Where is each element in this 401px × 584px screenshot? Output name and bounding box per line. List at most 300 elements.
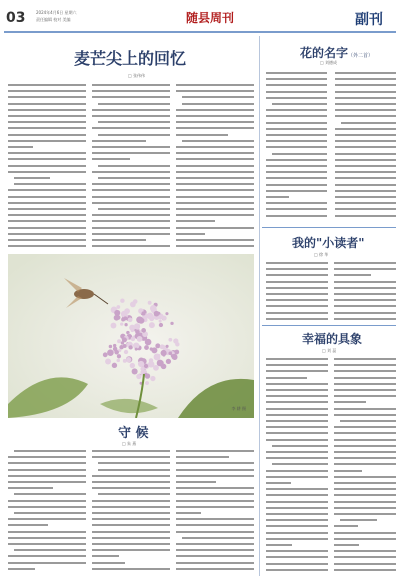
- text-line: [266, 128, 327, 130]
- text-line: [334, 426, 396, 428]
- text-line: [176, 568, 254, 570]
- text-line: [334, 401, 366, 403]
- text-line: [266, 519, 328, 521]
- section-rule: [262, 325, 396, 326]
- flower-floret: [117, 339, 121, 343]
- text-line: [334, 476, 396, 478]
- flower-floret: [165, 312, 168, 315]
- text-line: [334, 494, 396, 496]
- text-line: [334, 268, 396, 270]
- photo-image: [8, 254, 254, 418]
- text-line: [266, 305, 328, 307]
- flower-floret: [111, 323, 117, 329]
- text-line: [176, 146, 254, 148]
- flower-floret: [103, 352, 108, 357]
- flower-floret: [107, 349, 114, 356]
- text-line: [92, 96, 170, 98]
- text-line: [334, 414, 396, 416]
- text-line: [176, 158, 254, 160]
- text-line: [334, 318, 396, 320]
- text-line: [335, 171, 396, 173]
- text-line: [92, 555, 119, 557]
- text-line: [334, 538, 396, 540]
- text-line: [176, 214, 254, 216]
- text-line: [8, 245, 86, 247]
- text-line: [14, 450, 86, 452]
- text-line: [334, 569, 396, 571]
- text-line: [92, 524, 170, 526]
- text-line: [14, 183, 86, 185]
- text-line: [272, 153, 327, 155]
- text-line: [335, 109, 396, 111]
- text-line: [266, 401, 328, 403]
- text-line: [334, 482, 396, 484]
- text-line: [266, 171, 327, 173]
- section-name: 副刊: [355, 12, 383, 28]
- flower-poem-title-note: （外二首）: [348, 53, 374, 59]
- text-line: [266, 293, 328, 295]
- text-line: [92, 456, 170, 458]
- text-line: [92, 487, 170, 489]
- text-line: [176, 562, 254, 564]
- flower-floret: [109, 345, 112, 348]
- section-rule: [262, 227, 396, 228]
- text-line: [266, 215, 327, 217]
- text-line: [266, 482, 291, 484]
- happy-byline: □ 刘 蕊: [322, 348, 337, 353]
- text-line: [8, 115, 86, 117]
- text-line: [266, 299, 328, 301]
- text-line: [266, 457, 328, 459]
- text-line: [176, 109, 254, 111]
- text-line: [266, 550, 328, 552]
- text-line: [98, 177, 170, 179]
- text-line: [266, 84, 327, 86]
- flower-floret: [144, 364, 148, 368]
- text-line: [98, 493, 170, 495]
- text-line: [266, 507, 328, 509]
- flower-floret: [120, 322, 123, 325]
- text-line: [8, 121, 86, 123]
- flower-floret: [120, 299, 124, 303]
- text-line: [266, 140, 327, 142]
- text-line: [176, 493, 254, 495]
- text-line: [266, 165, 327, 167]
- text-line: [334, 451, 396, 453]
- page-number: 03: [6, 10, 26, 26]
- text-line: [8, 208, 86, 210]
- flower-floret: [168, 338, 172, 342]
- flower-floret: [145, 381, 149, 385]
- text-line: [8, 500, 86, 502]
- flower-floret: [175, 342, 179, 346]
- text-line: [266, 134, 327, 136]
- text-line: [266, 476, 328, 478]
- text-line: [98, 121, 170, 123]
- flower-floret: [122, 337, 127, 342]
- text-line: [8, 171, 86, 173]
- text-line: [266, 159, 327, 161]
- text-line: [14, 493, 86, 495]
- text-line: [334, 532, 396, 534]
- text-line: [272, 103, 327, 105]
- text-line: [8, 524, 48, 526]
- header-rule: [4, 31, 396, 33]
- text-line: [92, 158, 130, 160]
- photo-caption: 李 耕 摄: [231, 406, 246, 411]
- text-line: [335, 159, 396, 161]
- flower-floret: [135, 330, 139, 334]
- text-line: [176, 555, 254, 557]
- text-line: [92, 183, 170, 185]
- flower-floret: [162, 354, 165, 357]
- text-line: [266, 358, 328, 360]
- text-line: [92, 146, 170, 148]
- text-line: [334, 408, 396, 410]
- text-line: [266, 281, 328, 283]
- text-line: [8, 239, 86, 241]
- text-line: [92, 450, 170, 452]
- text-line: [176, 121, 254, 123]
- text-line: [334, 274, 371, 276]
- text-line: [8, 462, 86, 464]
- text-line: [182, 140, 254, 142]
- text-line: [266, 532, 328, 534]
- text-line: [92, 506, 170, 508]
- flower-floret: [145, 339, 152, 346]
- mango-byline: □ 张伟伟: [128, 73, 146, 78]
- flower-floret: [135, 348, 138, 351]
- text-line: [92, 500, 170, 502]
- text-line: [92, 562, 125, 564]
- text-line: [266, 268, 328, 270]
- text-line: [335, 128, 396, 130]
- flower-floret: [149, 322, 155, 328]
- flower-floret: [133, 299, 138, 304]
- text-line: [266, 420, 328, 422]
- flower-floret: [132, 368, 138, 374]
- flower-floret: [130, 363, 135, 368]
- text-line: [266, 488, 328, 490]
- text-line: [98, 462, 170, 464]
- text-line: [335, 78, 396, 80]
- text-line: [334, 470, 362, 472]
- text-line: [335, 208, 396, 210]
- text-line: [92, 115, 170, 117]
- text-line: [334, 544, 359, 546]
- text-line: [176, 487, 254, 489]
- text-line: [334, 287, 396, 289]
- text-line: [176, 450, 254, 452]
- text-line: [92, 518, 170, 520]
- flower-floret: [105, 359, 111, 365]
- reader-body-text: [266, 262, 396, 322]
- flower-floret: [154, 311, 160, 317]
- text-line: [335, 153, 396, 155]
- text-line: [266, 318, 328, 320]
- text-line: [266, 364, 328, 366]
- flower-floret: [160, 361, 164, 365]
- text-line: [176, 227, 254, 229]
- guard-byline: □ 朱 燕: [122, 441, 137, 446]
- text-line: [266, 72, 327, 74]
- text-line: [335, 103, 396, 105]
- guard-body-text: [8, 450, 254, 576]
- text-line: [8, 518, 86, 520]
- text-line: [8, 543, 86, 545]
- text-line: [176, 208, 254, 210]
- text-line: [266, 451, 328, 453]
- text-line: [176, 500, 254, 502]
- text-line: [176, 127, 254, 129]
- text-line: [334, 445, 396, 447]
- text-line: [176, 115, 254, 117]
- text-line: [335, 215, 396, 217]
- text-line: [335, 165, 396, 167]
- text-line: [266, 432, 328, 434]
- text-line: [335, 97, 396, 99]
- text-line: [266, 408, 328, 410]
- mango-body-text: [8, 84, 254, 252]
- text-line: [8, 220, 86, 222]
- flower-floret: [141, 311, 145, 315]
- text-line: [266, 370, 328, 372]
- text-line: [98, 469, 170, 471]
- text-line: [266, 312, 328, 314]
- flower-poem-title: [300, 44, 373, 61]
- text-line: [176, 456, 229, 458]
- text-line: [266, 274, 328, 276]
- text-line: [176, 481, 216, 483]
- text-line: [176, 84, 254, 86]
- flower-floret: [147, 313, 154, 320]
- text-line: [8, 531, 86, 533]
- text-line: [334, 550, 396, 552]
- flower-floret: [171, 354, 177, 360]
- text-line: [334, 395, 396, 397]
- text-line: [8, 189, 86, 191]
- flower-floret: [162, 316, 167, 321]
- text-line: [334, 262, 396, 264]
- text-line: [92, 90, 170, 92]
- flower-floret: [148, 361, 155, 368]
- text-line: [266, 563, 328, 565]
- text-line: [176, 469, 254, 471]
- text-line: [266, 544, 292, 546]
- text-line: [266, 91, 327, 93]
- flower-floret: [166, 345, 169, 348]
- text-line: [266, 470, 328, 472]
- text-line: [266, 569, 328, 571]
- text-line: [176, 531, 254, 533]
- flower-floret: [128, 317, 133, 322]
- text-line: [334, 389, 396, 391]
- text-line: [176, 134, 228, 136]
- text-line: [272, 463, 328, 465]
- text-line: [335, 134, 396, 136]
- text-line: [92, 171, 170, 173]
- text-line: [176, 245, 254, 247]
- text-line: [8, 487, 53, 489]
- text-line: [182, 537, 254, 539]
- text-line: [334, 312, 396, 314]
- text-line: [8, 481, 86, 483]
- text-line: [266, 556, 328, 558]
- text-line: [92, 568, 170, 570]
- text-line: [8, 109, 86, 111]
- text-line: [182, 96, 254, 98]
- text-line: [176, 202, 254, 204]
- text-line: [334, 432, 396, 434]
- flower-floret: [124, 316, 127, 319]
- flower-floret: [150, 376, 155, 381]
- text-line: [266, 122, 327, 124]
- text-line: [266, 146, 327, 148]
- text-line: [92, 245, 170, 247]
- text-line: [266, 395, 328, 397]
- text-line: [8, 84, 86, 86]
- text-line: [176, 171, 254, 173]
- text-line: [92, 214, 170, 216]
- text-line: [335, 72, 396, 74]
- flower-poem-byline: □ 刘德成: [320, 60, 338, 65]
- text-line: [92, 202, 170, 204]
- flower-floret: [113, 347, 117, 351]
- flower-floret: [116, 305, 120, 309]
- flower-floret: [113, 344, 116, 347]
- text-line: [266, 196, 289, 198]
- flower-floret: [112, 363, 117, 368]
- text-line: [8, 140, 86, 142]
- flower-floret: [155, 343, 160, 348]
- text-line: [92, 127, 170, 129]
- text-line: [8, 196, 86, 198]
- text-line: [176, 165, 254, 167]
- text-line: [8, 152, 86, 154]
- text-line: [8, 562, 86, 564]
- text-line: [8, 475, 86, 477]
- text-line: [334, 556, 396, 558]
- flower-floret: [123, 344, 127, 348]
- flower-floret: [160, 344, 165, 349]
- text-line: [176, 152, 254, 154]
- text-line: [92, 537, 170, 539]
- text-line: [334, 364, 396, 366]
- text-line: [334, 358, 396, 360]
- text-line: [335, 140, 396, 142]
- flower-floret: [137, 336, 143, 342]
- text-line: [176, 475, 254, 477]
- text-line: [176, 183, 254, 185]
- text-line: [266, 494, 328, 496]
- text-line: [8, 146, 33, 148]
- text-line: [266, 426, 328, 428]
- text-line: [176, 177, 254, 179]
- text-line: [182, 103, 254, 105]
- text-line: [266, 501, 328, 503]
- text-line: [92, 196, 170, 198]
- text-line: [340, 420, 396, 422]
- text-line: [334, 563, 396, 565]
- text-line: [8, 127, 86, 129]
- masthead: 随县周刊: [186, 11, 235, 25]
- text-line: [92, 481, 170, 483]
- flower-floret: [151, 347, 157, 353]
- text-line: [266, 184, 327, 186]
- happy-title: 幸福的具象: [302, 332, 363, 346]
- text-line: [266, 97, 327, 99]
- text-line: [334, 507, 396, 509]
- text-line: [92, 140, 146, 142]
- flower-floret: [136, 374, 141, 379]
- text-line: [334, 457, 396, 459]
- text-line: [8, 165, 86, 167]
- text-line: [8, 537, 86, 539]
- flower-floret: [140, 367, 144, 371]
- text-line: [176, 220, 215, 222]
- text-line: [8, 227, 86, 229]
- text-line: [8, 134, 86, 136]
- reader-byline: □ 徐 华: [314, 252, 329, 257]
- flower-floret: [116, 359, 120, 363]
- text-line: [334, 299, 396, 301]
- flower-floret: [141, 328, 146, 333]
- flower-floret: [144, 345, 149, 350]
- text-line: [92, 512, 170, 514]
- text-line: [176, 549, 254, 551]
- reader-title: 我的"小读者": [292, 236, 365, 250]
- text-line: [176, 506, 254, 508]
- text-line: [266, 439, 328, 441]
- text-line: [176, 239, 254, 241]
- flower-floret: [136, 316, 143, 323]
- text-line: [266, 177, 327, 179]
- flower-floret: [124, 323, 127, 326]
- text-line: [335, 115, 396, 117]
- text-line: [8, 214, 86, 216]
- text-line: [176, 512, 201, 514]
- flower-floret: [124, 350, 128, 354]
- text-line: [334, 370, 396, 372]
- flower-floret: [166, 359, 171, 364]
- text-line: [92, 220, 170, 222]
- text-line: [92, 549, 170, 551]
- editor-line: 责任编辑 校对 美编: [36, 17, 71, 22]
- text-line: [8, 90, 86, 92]
- mango-title: 麦芒尖上的回忆: [74, 49, 187, 68]
- text-line: [8, 555, 86, 557]
- flower-floret: [128, 345, 132, 349]
- text-line: [266, 525, 328, 527]
- text-line: [266, 383, 328, 385]
- text-line: [98, 208, 170, 210]
- text-line: [335, 177, 396, 179]
- column-divider: [259, 36, 260, 576]
- text-line: [98, 134, 170, 136]
- text-line: [92, 543, 170, 545]
- text-line: [334, 293, 396, 295]
- text-line: [8, 103, 86, 105]
- text-line: [266, 190, 327, 192]
- text-line: [92, 531, 170, 533]
- text-line: [334, 463, 396, 465]
- happy-body-text: [266, 358, 396, 576]
- flower-floret: [138, 361, 144, 367]
- text-line: [334, 281, 396, 283]
- flower-floret: [134, 323, 140, 329]
- flower-floret: [159, 323, 163, 327]
- text-line: [334, 439, 396, 441]
